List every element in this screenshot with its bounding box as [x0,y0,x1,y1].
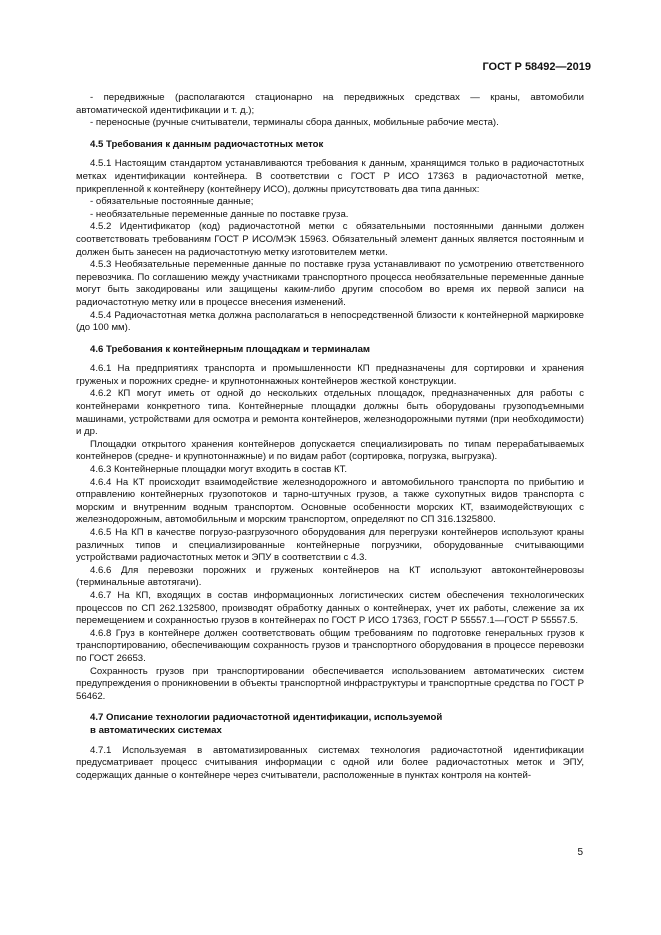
paragraph: 4.5.2 Идентификатор (код) радиочастотной метки с обязательными постоянными данными должен соответствовать требованиям ГОСТ Р ИСО/МЭК 15963. Обязательный элемент данных является постоянным и должен быть занесен на радиочастотную метку изготовителем метки. [76,221,584,258]
list-item: - переносные (ручные считыватели, терминалы сбора данных, мобильные рабочие места). [90,117,499,129]
paragraph: 4.6.7 На КП, входящих в состав информационных логистических систем обеспечения технологических процессов по СП 262.1325800, производят обработку данных о контейнерах, учет их работы, слежение за их перемещением и сохранностью грузов в контейнерах по ГОСТ Р ИСО 17363, ГОСТ Р 55557.1—ГОСТ Р 55557.5. [76,589,584,627]
paragraph: Сохранность грузов при транспортировании обеспечивается использованием автоматических систем предупреждения о проникновении в объекты транспортной инфраструктуры и транспортные средства по ГОСТ Р 56462. [76,665,584,702]
paragraph: 4.5.4 Радиочастотная метка должна располагаться в непосредственной близости к контейнерной маркировке (до 100 мм). [76,309,584,334]
paragraph: 4.6.1 На предприятиях транспорта и промышленности КП предназначены для сортировки и хранения груженых и порожних средне- и крупнотоннажных контейнеров жесткой конструкции. [76,363,584,387]
paragraph: 4.5.3 Необязательные переменные данные по поставке груза устанавливают по усмотрению ответственного перевозчика. По соглашению между участниками транспортного процесса необязательные переменные данные могут быть закодированы или защищены каким-либо другим способом во время их первой записи на радиочастотную метку или в процессе внесения изменений. [76,259,584,308]
paragraph: 4.6.8 Груз в контейнере должен соответствовать общим требованиям по подготовке генеральных грузов к транспортированию, обеспечивающим сохранность грузов и транспортного оборудования в процессе перевозки по ГОСТ 26653. [76,627,584,664]
paragraph: Площадки открытого хранения контейнеров допускается специализировать по типам перерабатываемых контейнеров (средне- и крупнотоннажные) и по видам работ (сортировка, погрузка, выгрузка). [76,438,584,463]
page-number: 5 [577,847,583,858]
section-heading-line: 4.7 Описание технологии радиочастотной идентификации, используемой [90,712,443,724]
section-heading: 4.6 Требования к контейнерным площадкам и терминалам [90,343,371,355]
list-item: - обязательные постоянные данные; [90,196,254,208]
document-header: ГОСТ Р 58492—2019 [482,61,591,73]
paragraph: 4.7.1 Используемая в автоматизированных системах технология радиочастотной идентификации предусматривает процесс считывания информации с одной или более радиочастотных меток и ЭПУ, содержащих данные о контейнере через считыватели, расположенные в пунктах контроля на контей- [76,744,584,781]
section-heading-line: в автоматических системах [90,724,222,736]
paragraph: 4.6.6 Для перевозки порожних и груженых контейнеров на КТ используют автоконтейнеровозы (терминальные автотягачи). [76,564,584,589]
paragraph: 4.5.1 Настоящим стандартом устанавливаются требования к данным, хранящимся только в радиочастотных метках идентификации контейнера. В соответствии с ГОСТ Р ИСО 17363 в радиочастотной метке, прикрепленной к контейнеру (контейнеру ИСО), должны присутствовать два типа данных: [76,158,584,195]
paragraph: 4.6.2 КП могут иметь от одной до нескольких отдельных площадок, предназначенных для работы с контейнерами конкретного типа. Контейнерные площадки должны быть оборудованы грузоподъемными машинами, устройствами для осмотра и ремонта контейнеров, железнодорожными путями (при необходимости) и др. [76,388,584,438]
paragraph: 4.6.3 Контейнерные площадки могут входить в состав КТ. [90,464,348,476]
paragraph: 4.6.4 На КТ происходит взаимодействие железнодорожного и автомобильного транспорта по прибытию и отправлению контейнерных грузопотоков и тарно-штучных грузов, а также сухопутных видов транспорта с морским и внутренним водным транспортом. Основные особенности морских КТ, взаимодействующих с железнодорожным, автомобильным и морским транспортом, определяют по СП 316.1325800. [76,476,584,526]
paragraph: 4.6.5 На КП в качестве погрузо-разгрузочного оборудования для перегрузки контейнеров используют краны различных типов и специализированные контейнерные погрузчики, оборудованные считывающими устройствами радиочастотных меток и ЭПУ в соответствии с 4.3. [76,527,584,564]
section-heading: 4.5 Требования к данным радиочастотных меток [90,138,324,150]
list-item: - передвижные (располагаются стационарно на передвижных средствах — краны, автомобили автоматической идентификации и т. д.); [76,92,584,116]
document-body [76,92,584,782]
list-item: - необязательные переменные данные по поставке груза. [90,208,349,220]
section-heading [90,712,584,737]
